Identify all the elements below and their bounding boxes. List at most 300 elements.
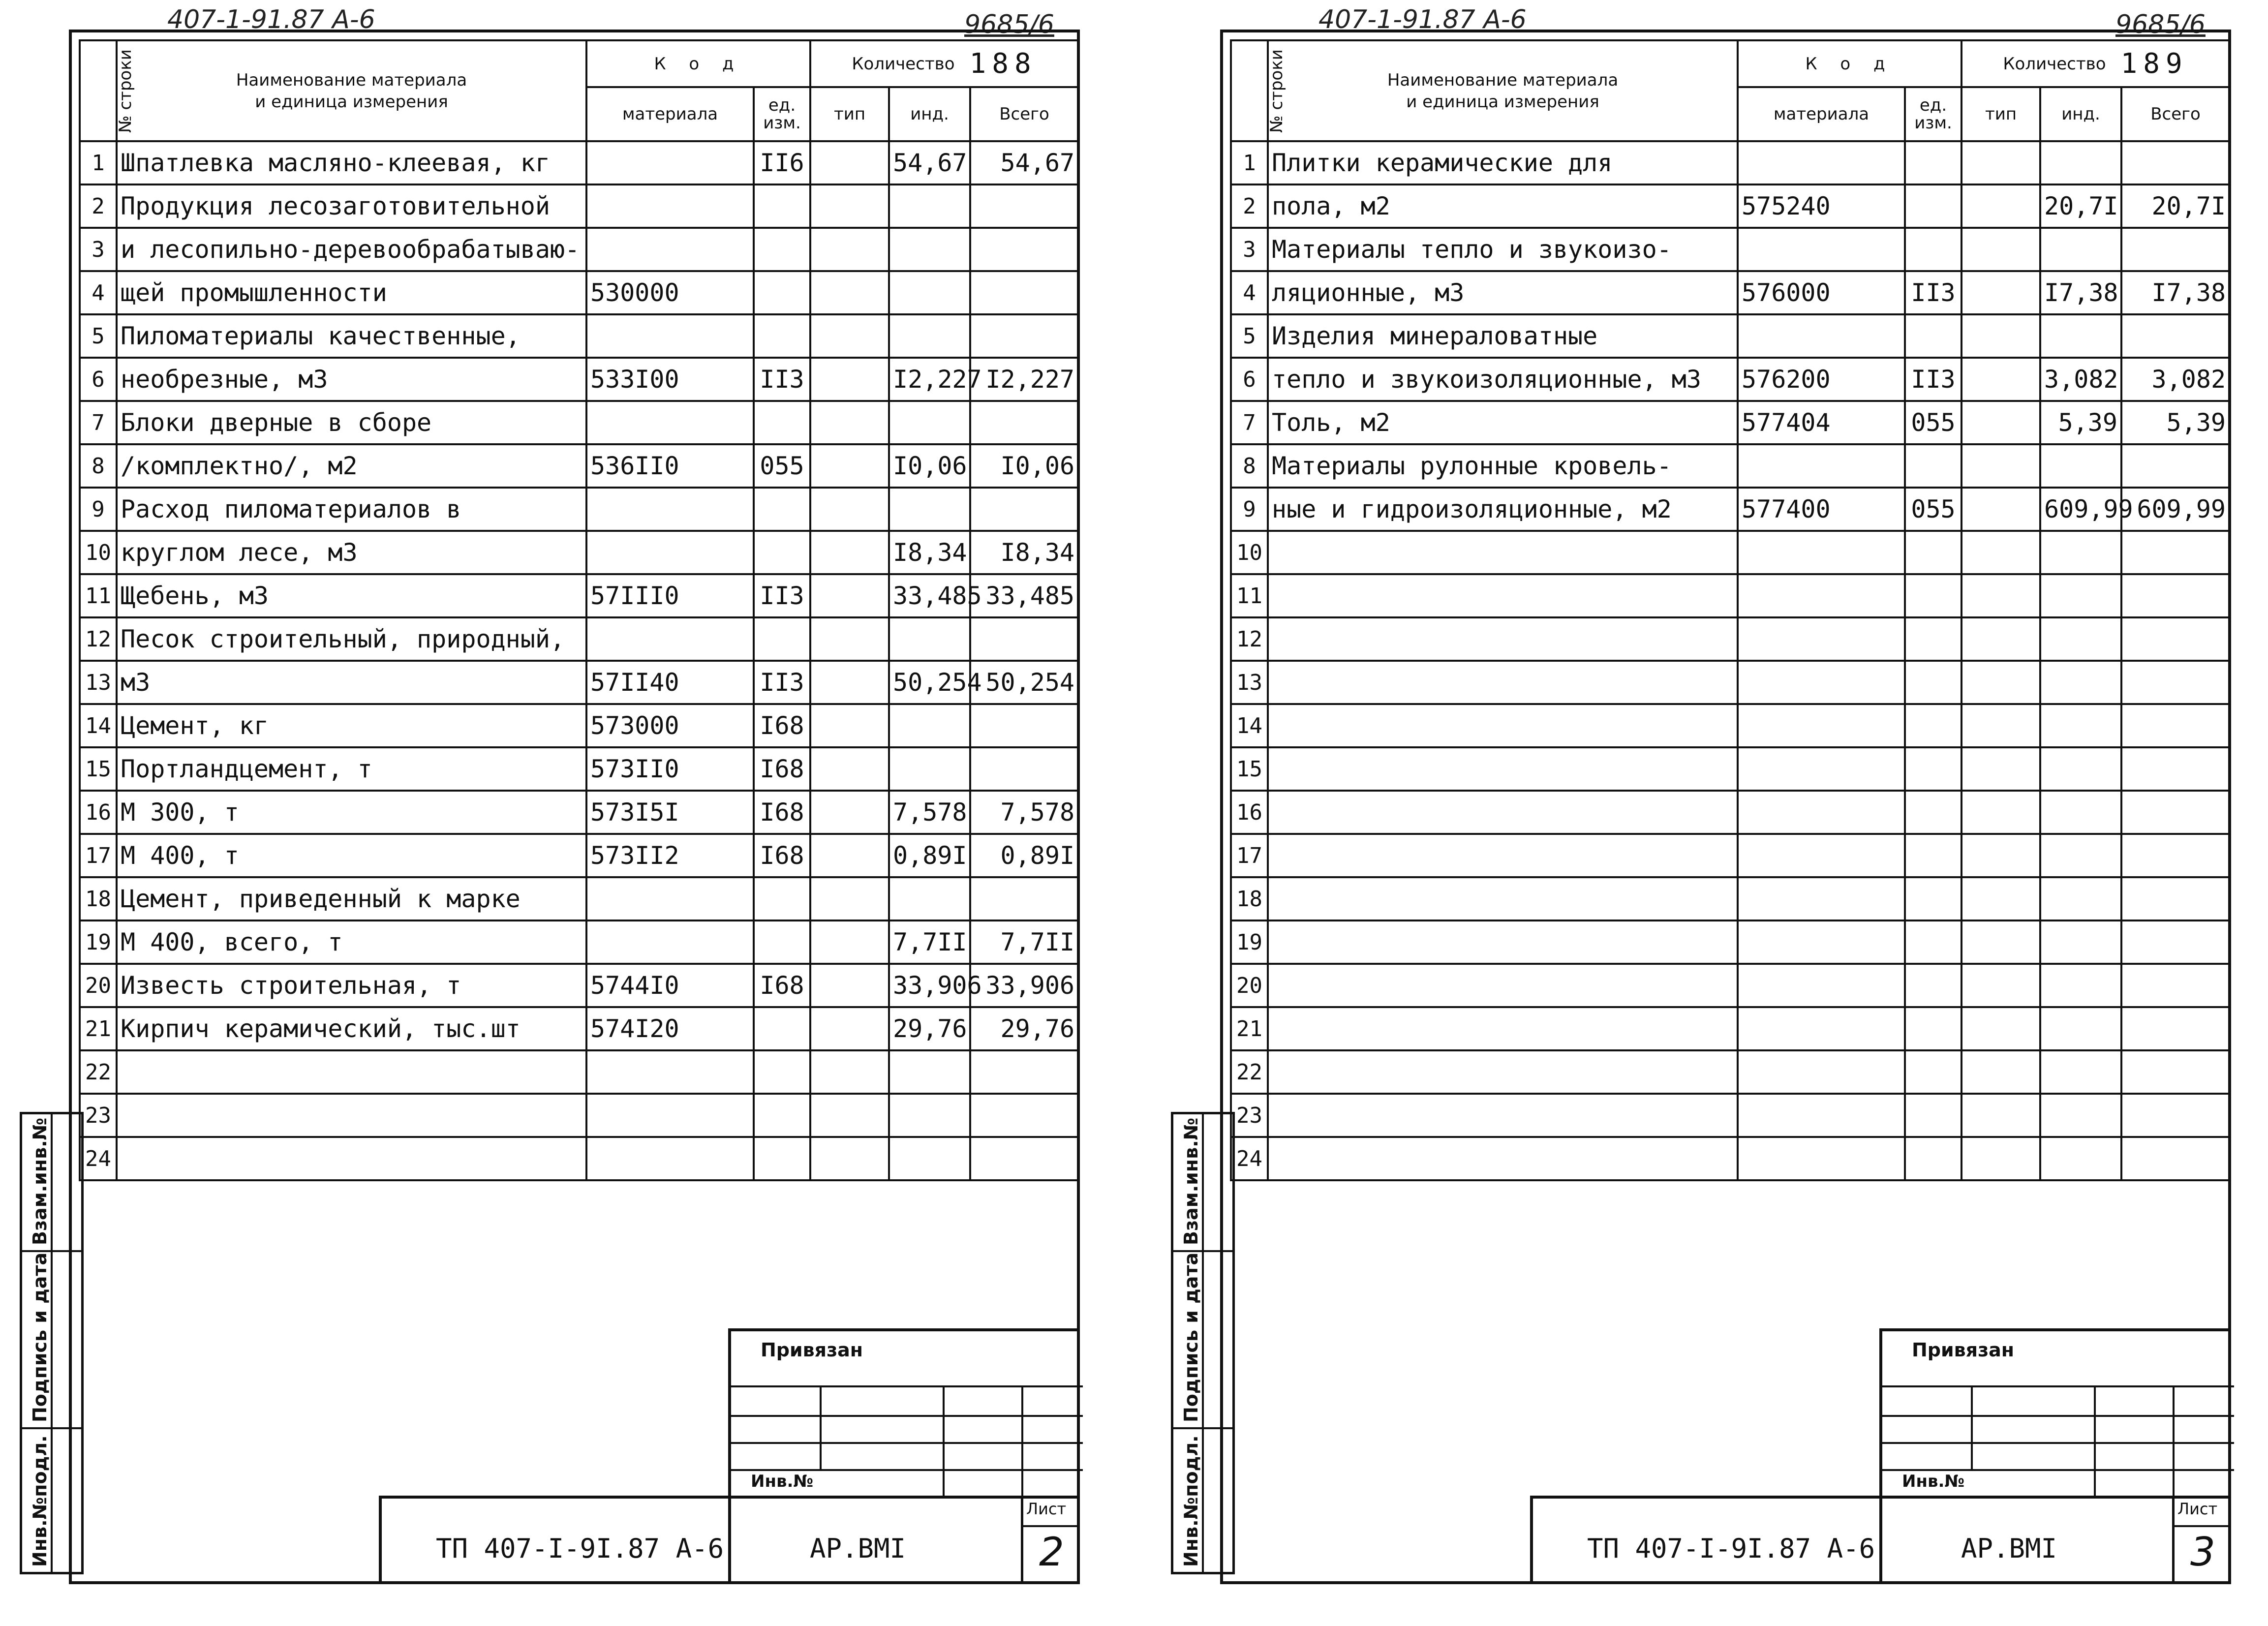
header-row-number: № строки <box>1231 40 1268 141</box>
qty-type <box>810 488 889 531</box>
row-number: 15 <box>80 747 117 791</box>
material-code <box>1738 228 1905 271</box>
unit-code <box>754 1094 810 1137</box>
unit-code: 055 <box>1905 488 1962 531</box>
list-label: Лист <box>1026 1500 1067 1518</box>
material-name: Материалы тепло и звукоизо- <box>1268 228 1738 271</box>
qty-individual <box>2040 834 2121 877</box>
list-box <box>2172 1499 2231 1584</box>
sheet-number: 189 <box>2120 48 2188 80</box>
table-row <box>80 141 1078 184</box>
table-row <box>1231 184 2230 228</box>
material-name: Материалы рулонные кровель- <box>1268 444 1738 488</box>
qty-individual <box>2040 704 2121 747</box>
table-row <box>80 920 1078 964</box>
unit-code <box>754 488 810 531</box>
header-code: К о д <box>1738 40 1962 87</box>
qty-type <box>1962 1007 2040 1050</box>
row-number: 12 <box>80 617 117 661</box>
row-number: 21 <box>80 1007 117 1050</box>
qty-total <box>2121 574 2230 617</box>
qty-individual <box>2040 531 2121 574</box>
document-code: ТП 407-I-9I.87 А-6 <box>436 1533 724 1564</box>
header-qty-type: тип <box>810 87 889 141</box>
handwritten-number: 9685/6 <box>2115 10 2206 39</box>
material-code <box>1738 1094 1905 1137</box>
qty-total <box>2121 314 2230 358</box>
qty-total <box>970 1094 1078 1137</box>
qty-total <box>2121 531 2230 574</box>
row-number: 1 <box>80 141 117 184</box>
table-row <box>80 1050 1078 1094</box>
qty-type <box>1962 1137 2040 1180</box>
qty-total <box>2121 1007 2230 1050</box>
header-qty-total: Всего <box>2121 87 2230 141</box>
strip-label-signature: Подпись и дата <box>29 1252 51 1422</box>
strip-label-inv: Инв.№подл. <box>1180 1435 1202 1567</box>
qty-individual <box>889 877 970 920</box>
qty-total: 54,67 <box>970 141 1078 184</box>
unit-code <box>754 1007 810 1050</box>
unit-code <box>754 617 810 661</box>
row-number: 1 <box>1231 141 1268 184</box>
qty-individual <box>889 314 970 358</box>
qty-individual <box>889 401 970 444</box>
material-code: 575240 <box>1738 184 1905 228</box>
qty-total: 0,89I <box>970 834 1078 877</box>
unit-code: I68 <box>754 834 810 877</box>
row-number: 6 <box>80 358 117 401</box>
qty-type <box>1962 1094 2040 1137</box>
material-name: круглом лесе, м3 <box>117 531 586 574</box>
qty-total <box>970 877 1078 920</box>
table-row <box>1231 964 2230 1007</box>
unit-code: I68 <box>754 964 810 1007</box>
header-code-unit: ед. изм. <box>754 87 810 141</box>
material-code: 573I5I <box>586 791 754 834</box>
unit-code <box>1905 964 1962 1007</box>
table-row <box>80 661 1078 704</box>
material-code <box>1738 964 1905 1007</box>
header-code-material: материала <box>586 87 754 141</box>
row-number: 19 <box>1231 920 1268 964</box>
unit-code <box>1905 314 1962 358</box>
stamp-line <box>731 1385 1083 1387</box>
qty-total <box>970 228 1078 271</box>
material-code: 530000 <box>586 271 754 314</box>
qty-individual: 33,485 <box>889 574 970 617</box>
unit-code <box>1905 1050 1962 1094</box>
row-number: 4 <box>1231 271 1268 314</box>
qty-type <box>810 401 889 444</box>
qty-individual <box>2040 1007 2121 1050</box>
material-name: Портландцемент, т <box>117 747 586 791</box>
stamp-vline <box>2094 1385 2096 1499</box>
qty-total <box>970 271 1078 314</box>
material-name: Кирпич керамический, тыс.шт <box>117 1007 586 1050</box>
qty-total <box>970 704 1078 747</box>
table-row <box>1231 574 2230 617</box>
table-row <box>1231 271 2230 314</box>
material-code <box>1738 444 1905 488</box>
row-number: 21 <box>1231 1007 1268 1050</box>
qty-type <box>1962 488 2040 531</box>
qty-total <box>2121 747 2230 791</box>
document-sign: АР.ВМI <box>810 1533 906 1564</box>
material-name: тепло и звукоизоляционные, м3 <box>1268 358 1738 401</box>
list-line <box>2175 1525 2231 1527</box>
qty-individual: I7,38 <box>2040 271 2121 314</box>
list-number: 2 <box>1039 1529 1064 1575</box>
material-code <box>1738 1137 1905 1180</box>
table-row <box>80 1007 1078 1050</box>
material-name: Изделия минераловатные <box>1268 314 1738 358</box>
qty-individual <box>2040 141 2121 184</box>
material-code <box>1738 704 1905 747</box>
row-number: 10 <box>80 531 117 574</box>
qty-individual: 50,254 <box>889 661 970 704</box>
stamp-line <box>731 1415 1083 1417</box>
qty-type <box>1962 141 2040 184</box>
strip-cell-vzam <box>22 1114 81 1252</box>
sheet-number: 188 <box>969 48 1037 80</box>
qty-total <box>970 1050 1078 1094</box>
stamp-vline <box>820 1385 822 1469</box>
material-code <box>1738 141 1905 184</box>
qty-individual <box>889 747 970 791</box>
row-number: 8 <box>80 444 117 488</box>
stamp-vline <box>2173 1385 2175 1499</box>
material-code: 57II40 <box>586 661 754 704</box>
unit-code: I68 <box>754 791 810 834</box>
material-name <box>1268 661 1738 704</box>
table-row <box>1231 401 2230 444</box>
qty-type <box>810 228 889 271</box>
row-number: 7 <box>80 401 117 444</box>
strip-label-vzam: Взам.инв.№ <box>29 1117 51 1245</box>
unit-code <box>1905 141 1962 184</box>
header-quantity: Количество 188 <box>810 40 1078 87</box>
table-row <box>1231 314 2230 358</box>
material-name: Щебень, м3 <box>117 574 586 617</box>
table-body <box>80 141 1078 1180</box>
material-code <box>1738 1007 1905 1050</box>
qty-total <box>2121 228 2230 271</box>
row-number: 3 <box>1231 228 1268 271</box>
qty-individual: 609,99 <box>2040 488 2121 531</box>
qty-individual <box>2040 574 2121 617</box>
table-row <box>1231 141 2230 184</box>
unit-code <box>1905 747 1962 791</box>
title-block <box>379 1496 1080 1584</box>
row-number: 3 <box>80 228 117 271</box>
table-row <box>80 617 1078 661</box>
table-row <box>80 401 1078 444</box>
header-code: К о д <box>586 40 810 87</box>
row-number: 7 <box>1231 401 1268 444</box>
material-name: ляционные, м3 <box>1268 271 1738 314</box>
qty-total: 7,578 <box>970 791 1078 834</box>
row-number: 14 <box>80 704 117 747</box>
qty-type <box>810 141 889 184</box>
row-number: 17 <box>1231 834 1268 877</box>
stamp-vline <box>1971 1385 1973 1469</box>
qty-total <box>2121 444 2230 488</box>
qty-individual <box>889 704 970 747</box>
table-row <box>80 184 1078 228</box>
qty-individual: 3,082 <box>2040 358 2121 401</box>
material-code <box>1738 877 1905 920</box>
handwritten-code: 407-1-91.87 А-6 <box>167 5 375 34</box>
material-name <box>1268 964 1738 1007</box>
qty-type <box>1962 358 2040 401</box>
qty-total: 20,7I <box>2121 184 2230 228</box>
qty-individual <box>2040 1050 2121 1094</box>
material-code <box>1738 574 1905 617</box>
qty-type <box>1962 834 2040 877</box>
material-code <box>1738 531 1905 574</box>
material-name <box>1268 920 1738 964</box>
row-number: 23 <box>1231 1094 1268 1137</box>
row-number: 17 <box>80 834 117 877</box>
material-name: Расход пиломатериалов в <box>117 488 586 531</box>
qty-type <box>810 358 889 401</box>
row-number: 5 <box>1231 314 1268 358</box>
unit-code <box>754 531 810 574</box>
unit-code <box>1905 1007 1962 1050</box>
qty-total: 609,99 <box>2121 488 2230 531</box>
unit-code <box>1905 920 1962 964</box>
qty-total: 33,906 <box>970 964 1078 1007</box>
material-code <box>586 141 754 184</box>
table-row <box>1231 358 2230 401</box>
row-number: 24 <box>80 1137 117 1180</box>
material-name: Продукция лесозаготовительной <box>117 184 586 228</box>
table-row <box>80 444 1078 488</box>
material-code: 5744I0 <box>586 964 754 1007</box>
table-row <box>1231 877 2230 920</box>
strip-label-vzam: Взам.инв.№ <box>1180 1117 1202 1245</box>
qty-individual <box>2040 1137 2121 1180</box>
material-name: ные и гидроизоляционные, м2 <box>1268 488 1738 531</box>
qty-type <box>810 1137 889 1180</box>
unit-code <box>1905 228 1962 271</box>
qty-total <box>2121 661 2230 704</box>
row-number: 11 <box>80 574 117 617</box>
table-row <box>80 834 1078 877</box>
unit-code <box>1905 877 1962 920</box>
material-name <box>1268 704 1738 747</box>
table-row <box>1231 747 2230 791</box>
material-code <box>586 1094 754 1137</box>
qty-type <box>810 1094 889 1137</box>
material-code: 576000 <box>1738 271 1905 314</box>
row-number: 20 <box>1231 964 1268 1007</box>
list-label: Лист <box>2177 1500 2218 1518</box>
qty-individual: 20,7I <box>2040 184 2121 228</box>
table-row <box>80 791 1078 834</box>
table-row <box>1231 834 2230 877</box>
qty-total <box>2121 141 2230 184</box>
table-row <box>1231 791 2230 834</box>
unit-code: II3 <box>754 661 810 704</box>
material-name: Цемент, приведенный к марке <box>117 877 586 920</box>
material-name <box>1268 791 1738 834</box>
title-block <box>1530 1496 2231 1584</box>
table-row <box>1231 1007 2230 1050</box>
material-code <box>586 184 754 228</box>
row-number: 22 <box>1231 1050 1268 1094</box>
material-name <box>1268 1137 1738 1180</box>
material-code <box>586 1137 754 1180</box>
qty-individual: 7,578 <box>889 791 970 834</box>
qty-total: 50,254 <box>970 661 1078 704</box>
qty-total <box>2121 834 2230 877</box>
unit-code <box>1905 1094 1962 1137</box>
qty-individual: 29,76 <box>889 1007 970 1050</box>
table-row <box>80 747 1078 791</box>
material-name: Пиломатериалы качественные, <box>117 314 586 358</box>
stamp-inv: Инв.№ <box>1902 1472 1965 1491</box>
strip-cell-vzam <box>1173 1114 1232 1252</box>
qty-individual <box>889 1137 970 1180</box>
material-name <box>1268 574 1738 617</box>
material-name <box>1268 877 1738 920</box>
material-code: 57III0 <box>586 574 754 617</box>
header-qty-total: Всего <box>970 87 1078 141</box>
qty-total: 29,76 <box>970 1007 1078 1050</box>
qty-type <box>1962 271 2040 314</box>
qty-type <box>810 184 889 228</box>
qty-type <box>1962 184 2040 228</box>
table-row <box>80 271 1078 314</box>
unit-code <box>1905 834 1962 877</box>
stamp-line <box>731 1442 1083 1444</box>
table-row <box>80 228 1078 271</box>
qty-type <box>810 791 889 834</box>
qty-total: 3,082 <box>2121 358 2230 401</box>
qty-individual <box>889 1094 970 1137</box>
qty-total: I2,227 <box>970 358 1078 401</box>
header-material-name: Наименование материала и единица измерения <box>117 40 586 141</box>
material-code <box>1738 661 1905 704</box>
unit-code <box>754 1050 810 1094</box>
table-row <box>80 488 1078 531</box>
unit-code <box>1905 531 1962 574</box>
qty-total <box>970 184 1078 228</box>
row-number: 2 <box>80 184 117 228</box>
material-code <box>586 617 754 661</box>
header-material-name: Наименование материала и единица измерения <box>1268 40 1738 141</box>
row-number: 11 <box>1231 574 1268 617</box>
stamp-line <box>1882 1415 2234 1417</box>
stamp-privyazan: Привязан <box>761 1339 863 1361</box>
material-name <box>117 1050 586 1094</box>
handwritten-number: 9685/6 <box>964 10 1054 39</box>
qty-type <box>1962 314 2040 358</box>
material-code <box>1738 834 1905 877</box>
qty-individual <box>2040 877 2121 920</box>
strip-cell-inv <box>22 1429 81 1572</box>
row-number: 18 <box>80 877 117 920</box>
row-number: 13 <box>1231 661 1268 704</box>
material-name <box>117 1137 586 1180</box>
table-row <box>1231 1094 2230 1137</box>
material-name <box>1268 531 1738 574</box>
qty-individual <box>889 488 970 531</box>
row-number: 20 <box>80 964 117 1007</box>
qty-total <box>970 747 1078 791</box>
qty-type <box>810 617 889 661</box>
material-code <box>1738 920 1905 964</box>
header-code-material: материала <box>1738 87 1905 141</box>
table-row <box>1231 661 2230 704</box>
qty-type <box>1962 444 2040 488</box>
header-quantity: Количество 189 <box>1962 40 2230 87</box>
qty-type <box>1962 531 2040 574</box>
material-name: Цемент, кг <box>117 704 586 747</box>
qty-individual: I0,06 <box>889 444 970 488</box>
row-number: 16 <box>1231 791 1268 834</box>
material-code <box>1738 1050 1905 1094</box>
document-code: ТП 407-I-9I.87 А-6 <box>1587 1533 1875 1564</box>
qty-individual <box>2040 747 2121 791</box>
qty-individual: I2,227 <box>889 358 970 401</box>
stamp-vline <box>943 1385 945 1499</box>
material-code <box>586 488 754 531</box>
qty-type <box>810 531 889 574</box>
material-name: Толь, м2 <box>1268 401 1738 444</box>
qty-total <box>2121 1094 2230 1137</box>
row-number: 19 <box>80 920 117 964</box>
material-name <box>1268 747 1738 791</box>
unit-code <box>754 920 810 964</box>
list-box <box>1021 1499 1080 1584</box>
qty-total: 7,7II <box>970 920 1078 964</box>
table-row <box>1231 531 2230 574</box>
table-row <box>80 531 1078 574</box>
qty-individual: 7,7II <box>889 920 970 964</box>
unit-code: 055 <box>754 444 810 488</box>
table-row <box>80 314 1078 358</box>
table-row <box>80 358 1078 401</box>
unit-code: I68 <box>754 704 810 747</box>
unit-code: II3 <box>754 574 810 617</box>
strip-cell-inv <box>1173 1429 1232 1572</box>
header-row-number: № строки <box>80 40 117 141</box>
row-number: 22 <box>80 1050 117 1094</box>
unit-code <box>1905 184 1962 228</box>
row-number: 8 <box>1231 444 1268 488</box>
material-name: Шпатлевка масляно-клеевая, кг <box>117 141 586 184</box>
qty-type <box>810 964 889 1007</box>
table-row <box>1231 704 2230 747</box>
qty-individual <box>2040 314 2121 358</box>
table-row <box>1231 444 2230 488</box>
qty-individual <box>2040 617 2121 661</box>
table-row <box>1231 228 2230 271</box>
table-row <box>80 574 1078 617</box>
material-code <box>586 314 754 358</box>
qty-individual <box>2040 791 2121 834</box>
row-number: 18 <box>1231 877 1268 920</box>
qty-individual <box>889 1050 970 1094</box>
qty-total: I8,34 <box>970 531 1078 574</box>
qty-individual <box>2040 661 2121 704</box>
unit-code <box>1905 574 1962 617</box>
qty-individual <box>889 617 970 661</box>
table-row <box>80 1137 1078 1180</box>
